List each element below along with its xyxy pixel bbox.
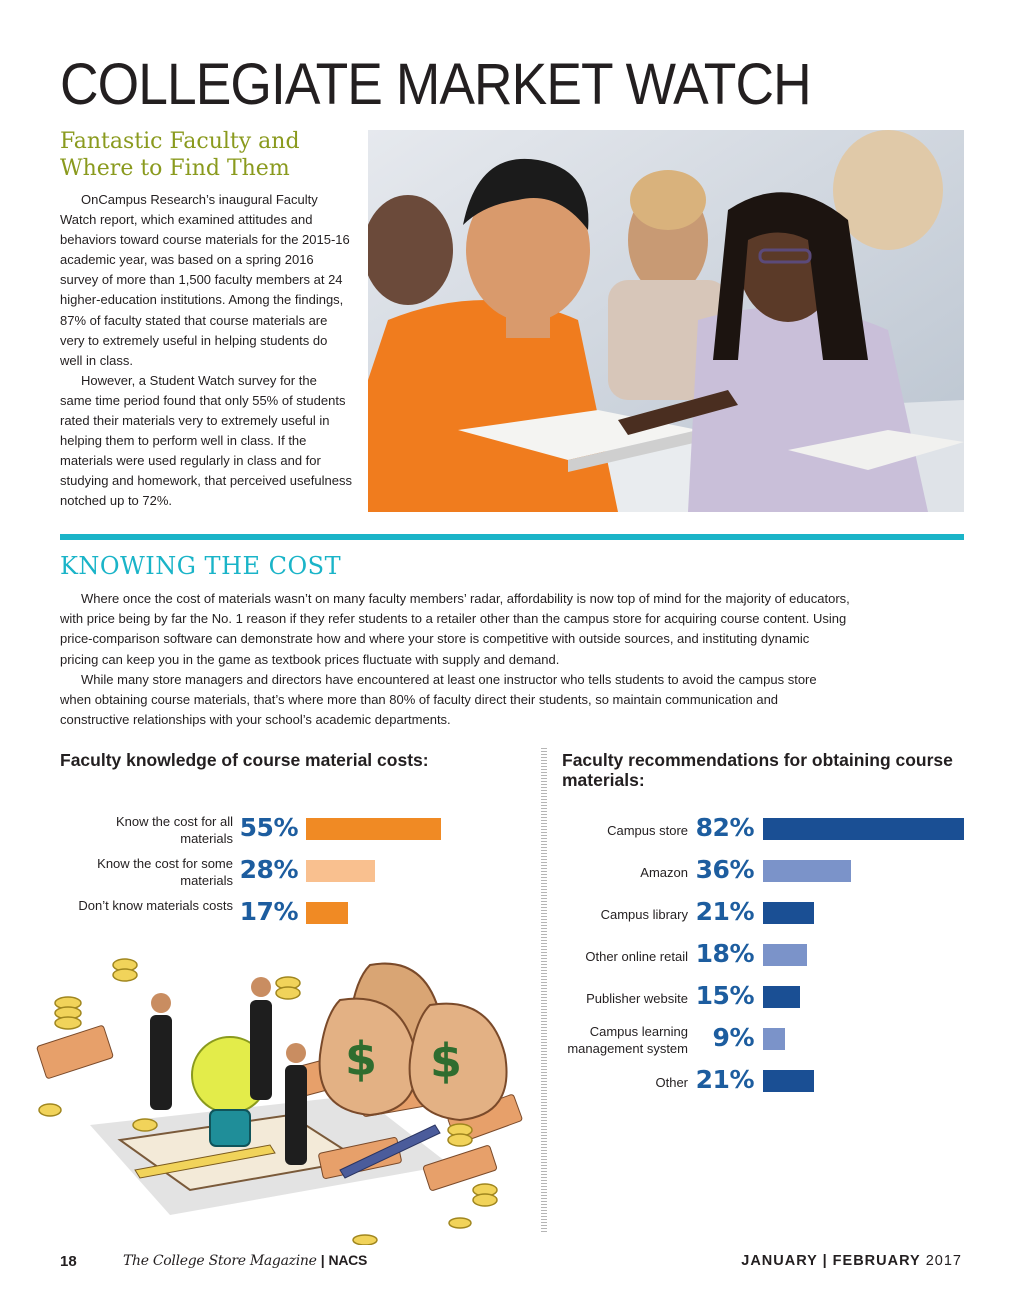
issue-year: 2017 [925,1253,962,1269]
chart1-category-label: Know the cost for all materials [115,814,233,846]
chart1-category-label: Don’t know materials costs [78,898,233,913]
chart2-value-label: 21% [695,897,754,926]
money-illustration-art [30,925,530,1245]
footer-separator: | [320,1252,325,1268]
chart1-bar [306,860,375,882]
classroom-photo [368,130,964,512]
chart2-value-label: 18% [695,939,754,968]
chart1-title: Faculty knowledge of course material costs: [60,750,429,770]
chart2-category-label: Other online retail [585,949,688,964]
chart2-category-label: Amazon [640,865,688,880]
chart2-bar [763,1028,785,1050]
intro-paragraph-1: OnCampus Research’s inaugural Faculty Watch report, which examined attitudes and behaviors toward course materials for the 2015-16 academic year, was based on a spring 2016 survey of more than 1,500 faculty members at 24 higher-education institutions. Among the findings, 87% of faculty stated that course materials are very to extremely useful in helping students do well in class. [60,192,350,368]
chart2-bar [763,986,800,1008]
chart2-value-label: 9% [712,1023,754,1052]
chart2-category-label: Other [655,1075,688,1090]
masthead-title: COLLEGIATE MARKET WATCH [60,52,811,117]
chart2-value-label: 21% [695,1065,754,1094]
chart2-category-label: Campus store [607,823,688,838]
column-divider [541,748,547,1233]
chart1-value-label: 17% [239,897,298,926]
chart1-category-label: Know the cost for some materials [97,856,233,888]
chart1-value-label: 55% [239,813,298,842]
section-divider-rule [60,534,964,540]
section-body [60,589,850,730]
intro-paragraph-2: However, a Student Watch survey for the same time period found that only 55% of students rated their materials very to extremely useful in helping them to perform well in class. If the materials were used regularly in class and for studying and homework, that perceived usefulness notched up to 72%. [60,372,352,509]
section-paragraph-1: Where once the cost of materials wasn’t on many faculty members’ radar, affordability is now top of mind for the majority of educators, with price being by far the No. 1 reason if they refer students to a retailer other than the campus store for acquiring course content. Using price-comparison software can demonstrate how and where your store is competitive with outside sources, and instituting dynamic pricing can keep you in the game as textbook prices fluctuate with supply and demand. [60,591,850,667]
chart2-bar [763,944,807,966]
page-number: 18 [60,1253,77,1270]
chart2-bar [763,1070,814,1092]
svg-text:$: $ [345,1032,378,1086]
chart2-bar [763,902,814,924]
issue-months: JANUARY | FEBRUARY [741,1253,921,1269]
chart1-bar [306,818,441,840]
chart2-category-label: Publisher website [586,991,688,1006]
section-headline: KNOWING THE COST [60,552,342,580]
footer-magazine [123,1252,367,1269]
intro-headline: Fantastic Faculty and Where to Find Them [60,129,300,181]
chart2-value-label: 82% [695,813,754,842]
publisher-name: NACS [328,1252,368,1268]
svg-text:$: $ [430,1034,463,1088]
intro-body [60,190,352,512]
chart2-bar [763,818,964,840]
chart2-category-label: Campus library [600,907,688,922]
classroom-photo-art [368,130,964,512]
money-illustration [30,925,530,1245]
chart1-bar [306,902,348,924]
chart2-title: Faculty recommendations for obtaining course materials: [562,750,953,790]
chart2-bar [763,860,851,882]
chart1-value-label: 28% [239,855,298,884]
section-paragraph-2: While many store managers and directors have encountered at least one instructor who tells students to avoid the campus store when obtaining course materials, that’s where more than 80% of faculty direct their students, so maintain communication and constructive relationships with your school’s academic departments. [60,671,817,728]
footer-issue-date [741,1253,962,1269]
magazine-name: The College Store Magazine [123,1253,317,1269]
chart2-value-label: 36% [695,855,754,884]
chart2-value-label: 15% [695,981,754,1010]
chart2-category-label: Campus learning management system [567,1024,688,1056]
